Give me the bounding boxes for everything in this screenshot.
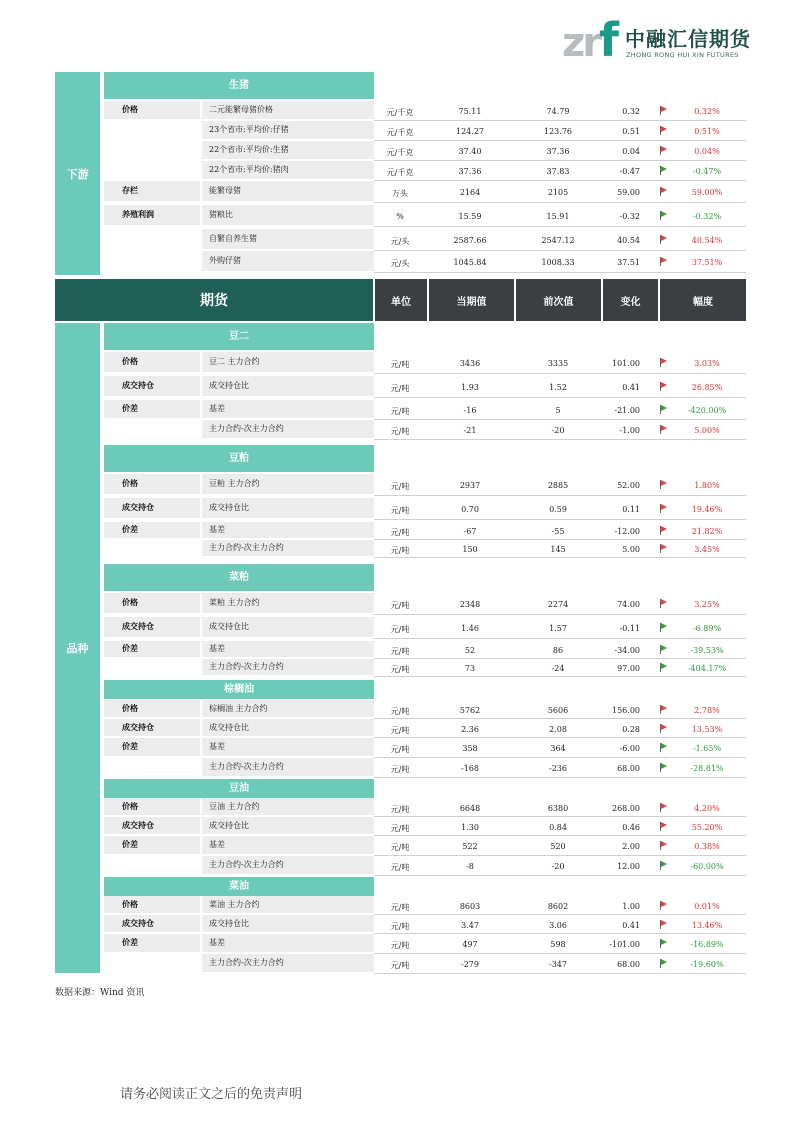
row-change: 0.51	[622, 127, 640, 136]
flag-up-icon	[660, 901, 668, 910]
row-divider	[374, 519, 746, 520]
row-change: 59.00	[617, 188, 640, 197]
row-pct-change: 0.04%	[694, 147, 720, 156]
row-change: -101.00	[609, 940, 640, 949]
flag-down-icon	[660, 939, 668, 948]
row-previous-value: 1.57	[549, 624, 567, 633]
flag-down-icon	[660, 743, 668, 752]
row-divider	[374, 140, 746, 141]
row-unit: 元/吨	[390, 647, 410, 656]
row-pct-change: 0.32%	[694, 107, 720, 116]
row-unit: %	[396, 212, 404, 221]
row-indicator-name: 外购仔猪	[202, 251, 374, 271]
row-divider	[374, 875, 746, 876]
row-change: -0.32	[619, 212, 640, 221]
section-title-pig: 生猪	[104, 72, 374, 99]
row-divider	[374, 557, 746, 558]
row-pct-change: -420.00%	[687, 406, 727, 415]
row-previous-value: 5	[555, 406, 561, 415]
flag-down-icon	[660, 405, 668, 414]
row-previous-value: 145	[550, 545, 566, 554]
flag-up-icon	[660, 187, 668, 196]
row-indicator-name: 主力合约-次主力合约	[202, 659, 374, 675]
company-logo	[562, 13, 752, 67]
row-category: 价格	[104, 474, 200, 494]
flag-down-icon	[660, 166, 668, 175]
row-pct-change: 3.25%	[694, 600, 720, 609]
row-current-value: 37.36	[458, 167, 482, 176]
table-header-futures: 期货	[55, 279, 373, 321]
row-category: 价格	[104, 700, 200, 717]
row-category: 价差	[104, 738, 200, 756]
row-category: 价差	[104, 934, 200, 952]
row-change: 0.11	[622, 505, 640, 514]
row-pct-change: 19.46%	[691, 505, 723, 514]
flag-up-icon	[660, 803, 668, 812]
row-indicator-name: 22个省市:平均价:猪肉	[202, 161, 374, 179]
row-divider	[374, 973, 746, 974]
row-previous-value: 5606	[547, 706, 569, 715]
row-current-value: 1.93	[461, 383, 479, 392]
row-indicator-name: 主力合约-次主力合约	[202, 856, 374, 874]
row-indicator-name: 能繁母猪	[202, 181, 374, 201]
row-category: 成交持仓	[104, 498, 200, 518]
row-unit: 元/吨	[390, 482, 410, 491]
row-current-value: 124.27	[456, 127, 484, 136]
row-indicator-name: 主力合约-次主力合约	[202, 954, 374, 972]
row-indicator-name: 23个省市:平均价:仔猪	[202, 121, 374, 139]
row-previous-value: 2274	[547, 600, 569, 609]
row-previous-value: -55	[551, 527, 565, 536]
row-current-value: 2348	[459, 600, 481, 609]
row-pct-change: 13.53%	[691, 725, 723, 734]
table-header-current: 当期值	[429, 279, 514, 321]
row-pct-change: -6.89%	[692, 624, 722, 633]
row-change: 0.41	[622, 383, 640, 392]
flag-up-icon	[660, 358, 668, 367]
group-title: 豆油	[104, 779, 374, 798]
row-pct-change: 4.20%	[694, 804, 720, 813]
flag-up-icon	[660, 126, 668, 135]
flag-up-icon	[660, 526, 668, 535]
row-previous-value: 0.84	[549, 823, 567, 832]
row-pct-change: -19.60%	[690, 960, 724, 969]
flag-down-icon	[660, 211, 668, 220]
row-current-value: 15.59	[458, 212, 482, 221]
row-category: 成交持仓	[104, 817, 200, 834]
row-previous-value: 123.76	[544, 127, 572, 136]
row-previous-value: -20	[551, 426, 565, 435]
disclaimer-text: 请务必阅读正文之后的免责声明	[120, 1087, 303, 1102]
row-current-value: 522	[462, 842, 478, 851]
row-indicator-name: 豆粕 主力合约	[202, 474, 374, 494]
row-divider	[374, 120, 746, 121]
row-indicator-name: 成交持仓比	[202, 498, 374, 518]
row-pct-change: -16.89%	[690, 940, 724, 949]
row-previous-value: 520	[550, 842, 566, 851]
row-divider	[374, 757, 746, 758]
row-pct-change: 0.51%	[694, 127, 720, 136]
row-divider	[374, 676, 746, 677]
row-current-value: 0.70	[461, 505, 479, 514]
row-pct-change: 1.80%	[694, 481, 720, 490]
row-change: 101.00	[612, 359, 640, 368]
flag-up-icon	[660, 822, 668, 831]
row-pct-change: -0.47%	[692, 167, 722, 176]
row-current-value: -16	[463, 406, 477, 415]
row-category: 价差	[104, 400, 200, 418]
row-indicator-name: 主力合约-次主力合约	[202, 540, 374, 556]
row-previous-value: 3.06	[549, 921, 567, 930]
row-previous-value: 2.08	[549, 725, 567, 734]
row-pct-change: -0.32%	[692, 212, 722, 221]
row-pct-change: 5.00%	[694, 426, 720, 435]
row-divider	[374, 439, 746, 440]
row-unit: 元/头	[390, 237, 410, 246]
row-indicator-name: 基差	[202, 522, 374, 538]
row-unit: 元/吨	[390, 843, 410, 852]
row-pct-change: 40.54%	[691, 236, 723, 245]
row-unit: 元/千克	[386, 108, 414, 117]
row-indicator-name: 成交持仓比	[202, 915, 374, 932]
row-unit: 元/头	[390, 259, 410, 268]
row-previous-value: 2547.12	[541, 236, 575, 245]
section-label-varieties: 品种	[55, 323, 100, 973]
row-previous-value: 3335	[547, 359, 569, 368]
row-indicator-name: 基差	[202, 400, 374, 418]
row-divider	[374, 953, 746, 954]
row-indicator-name: 基差	[202, 641, 374, 657]
row-current-value: 37.40	[458, 147, 482, 156]
row-previous-value: 74.79	[546, 107, 570, 116]
row-divider	[374, 777, 746, 778]
flag-down-icon	[660, 623, 668, 632]
row-pct-change: 26.85%	[691, 383, 723, 392]
row-unit: 元/吨	[390, 961, 410, 970]
row-change: 68.00	[617, 960, 640, 969]
row-indicator-name: 基差	[202, 738, 374, 756]
row-unit: 元/吨	[390, 863, 410, 872]
row-current-value: 5762	[459, 706, 481, 715]
row-previous-value: 15.91	[546, 212, 570, 221]
row-change: -0.11	[619, 624, 640, 633]
row-unit: 元/吨	[390, 941, 410, 950]
row-pct-change: 2.78%	[694, 706, 720, 715]
row-category: 成交持仓	[104, 617, 200, 637]
flag-up-icon	[660, 544, 668, 553]
row-category: 养殖利润	[104, 205, 200, 225]
group-title: 菜油	[104, 877, 374, 896]
row-change: -12.00	[614, 527, 640, 536]
flag-down-icon	[660, 959, 668, 968]
row-indicator-name: 成交持仓比	[202, 817, 374, 834]
row-current-value: 2937	[459, 481, 481, 490]
row-change: 5.00	[622, 545, 640, 554]
row-unit: 元/吨	[390, 360, 410, 369]
row-change: 0.28	[622, 725, 640, 734]
row-unit: 元/吨	[390, 546, 410, 555]
flag-up-icon	[660, 841, 668, 850]
row-change: 37.51	[617, 258, 640, 267]
row-change: -0.47	[619, 167, 640, 176]
row-category: 成交持仓	[104, 376, 200, 396]
row-divider	[374, 835, 746, 836]
row-divider	[374, 933, 746, 934]
flag-down-icon	[660, 861, 668, 870]
row-previous-value: 37.83	[546, 167, 570, 176]
row-previous-value: 8602	[547, 902, 569, 911]
row-pct-change: 3.45%	[694, 545, 720, 554]
row-indicator-name: 基差	[202, 934, 374, 952]
flag-up-icon	[660, 146, 668, 155]
row-indicator-name: 棕榈油 主力合约	[202, 700, 374, 717]
row-change: 268.00	[612, 804, 640, 813]
row-category: 成交持仓	[104, 719, 200, 736]
row-change: 1.00	[622, 902, 640, 911]
row-pct-change: 55.20%	[691, 823, 723, 832]
logo-chinese-name: 中融汇信期货	[625, 27, 751, 51]
group-title: 豆粕	[104, 445, 374, 472]
row-divider	[374, 539, 746, 540]
row-pct-change: 21.82%	[691, 527, 723, 536]
row-current-value: -279	[461, 960, 479, 969]
row-indicator-name: 基差	[202, 836, 374, 854]
row-divider	[374, 658, 746, 659]
row-category: 价格	[104, 101, 200, 119]
row-previous-value: -24	[551, 664, 565, 673]
row-divider	[374, 855, 746, 856]
row-current-value: 73	[464, 664, 476, 673]
row-unit: 元/吨	[390, 528, 410, 537]
row-unit: 元/吨	[390, 903, 410, 912]
row-divider	[374, 816, 746, 817]
row-pct-change: -28.81%	[690, 764, 724, 773]
row-category: 存栏	[104, 181, 200, 201]
row-category: 价格	[104, 896, 200, 913]
row-current-value: 2.36	[461, 725, 479, 734]
row-change: 0.32	[622, 107, 640, 116]
flag-up-icon	[660, 920, 668, 929]
row-divider	[374, 914, 746, 915]
row-unit: 万头	[392, 189, 408, 198]
row-pct-change: -39.53%	[690, 646, 724, 655]
row-pct-change: -404.17%	[687, 664, 727, 673]
row-divider	[374, 638, 746, 639]
flag-up-icon	[660, 425, 668, 434]
row-indicator-name: 主力合约-次主力合约	[202, 758, 374, 776]
logo-english-name: ZHONG RONG HUI XIN FUTURES	[626, 51, 739, 59]
row-change: -34.00	[614, 646, 640, 655]
row-divider	[374, 614, 746, 615]
row-divider	[374, 180, 746, 181]
row-unit: 元/吨	[390, 726, 410, 735]
flag-up-icon	[660, 257, 668, 266]
row-change: 0.41	[622, 921, 640, 930]
table-header-change: 变化	[603, 279, 658, 321]
row-change: 97.00	[617, 664, 640, 673]
row-divider	[374, 397, 746, 398]
row-unit: 元/吨	[390, 625, 410, 634]
row-previous-value: 2105	[547, 188, 569, 197]
row-change: 2.00	[622, 842, 640, 851]
table-header-unit: 单位	[375, 279, 427, 321]
row-indicator-name: 豆二 主力合约	[202, 352, 374, 372]
row-previous-value: 2885	[547, 481, 569, 490]
row-current-value: 52	[464, 646, 476, 655]
row-current-value: -21	[463, 426, 477, 435]
row-unit: 元/千克	[386, 148, 414, 157]
flag-up-icon	[660, 235, 668, 244]
row-current-value: -8	[466, 862, 474, 871]
row-current-value: 2164	[459, 188, 481, 197]
row-divider	[374, 202, 746, 203]
row-divider	[374, 226, 746, 227]
row-previous-value: 6380	[547, 804, 569, 813]
row-indicator-name: 主力合约-次主力合约	[202, 420, 374, 438]
row-indicator-name: 二元能繁母猪价格	[202, 101, 374, 119]
row-pct-change: 3.03%	[694, 359, 720, 368]
row-current-value: 3436	[459, 359, 481, 368]
row-current-value: 1045.84	[453, 258, 487, 267]
row-change: 68.00	[617, 764, 640, 773]
row-category: 成交持仓	[104, 915, 200, 932]
flag-up-icon	[660, 599, 668, 608]
row-current-value: 497	[462, 940, 478, 949]
row-pct-change: 0.38%	[694, 842, 720, 851]
row-current-value: 3.47	[461, 921, 479, 930]
row-change: 12.00	[617, 862, 640, 871]
row-change: 156.00	[612, 706, 640, 715]
row-unit: 元/吨	[390, 665, 410, 674]
group-title: 豆二	[104, 323, 374, 350]
row-indicator-name: 成交持仓比	[202, 719, 374, 736]
flag-up-icon	[660, 504, 668, 513]
row-divider	[374, 373, 746, 374]
row-indicator-name: 菜粕 主力合约	[202, 593, 374, 613]
flag-down-icon	[660, 645, 668, 654]
row-previous-value: -20	[551, 862, 565, 871]
row-unit: 元/千克	[386, 168, 414, 177]
row-category: 价差	[104, 836, 200, 854]
flag-up-icon	[660, 480, 668, 489]
row-current-value: -67	[463, 527, 477, 536]
row-pct-change: -60.00%	[690, 862, 724, 871]
row-indicator-name: 菜油 主力合约	[202, 896, 374, 913]
row-pct-change: -1.65%	[692, 744, 722, 753]
row-unit: 元/吨	[390, 506, 410, 515]
row-change: -1.00	[619, 426, 640, 435]
row-previous-value: -236	[549, 764, 567, 773]
section-label-downstream: 下游	[55, 72, 100, 275]
row-unit: 元/吨	[390, 745, 410, 754]
row-previous-value: 1.52	[549, 383, 567, 392]
group-title: 棕榈油	[104, 680, 374, 699]
row-category: 价差	[104, 522, 200, 538]
row-previous-value: 37.36	[546, 147, 570, 156]
row-change: 40.54	[617, 236, 640, 245]
row-previous-value: 364	[550, 744, 566, 753]
row-unit: 元/吨	[390, 601, 410, 610]
row-unit: 元/吨	[390, 427, 410, 436]
row-indicator-name: 22个省市:平均价:生猪	[202, 141, 374, 159]
row-previous-value: -347	[549, 960, 567, 969]
row-category: 价格	[104, 593, 200, 613]
table-header-pct: 幅度	[660, 279, 746, 321]
row-indicator-name: 自繁自养生猪	[202, 229, 374, 249]
flag-down-icon	[660, 763, 668, 772]
row-current-value: 1.30	[461, 823, 479, 832]
row-category: 价格	[104, 798, 200, 815]
row-previous-value: 86	[552, 646, 564, 655]
row-current-value: 8603	[459, 902, 481, 911]
row-unit: 元/吨	[390, 824, 410, 833]
row-indicator-name: 成交持仓比	[202, 617, 374, 637]
data-source-note: 数据来源：Wind 资讯	[55, 988, 145, 998]
row-current-value: 358	[462, 744, 478, 753]
row-current-value: -168	[461, 764, 479, 773]
row-unit: 元/吨	[390, 805, 410, 814]
row-unit: 元/吨	[390, 922, 410, 931]
row-unit: 元/吨	[390, 407, 410, 416]
flag-up-icon	[660, 382, 668, 391]
row-category: 价格	[104, 352, 200, 372]
table-header-previous: 前次值	[516, 279, 601, 321]
row-unit: 元/吨	[390, 707, 410, 716]
row-pct-change: 0.01%	[694, 902, 720, 911]
row-divider	[374, 718, 746, 719]
row-unit: 元/千克	[386, 128, 414, 137]
row-change: -21.00	[614, 406, 640, 415]
row-current-value: 6648	[459, 804, 481, 813]
row-change: 52.00	[617, 481, 640, 490]
row-divider	[374, 250, 746, 251]
row-change: 74.00	[617, 600, 640, 609]
flag-up-icon	[660, 705, 668, 714]
row-indicator-name: 成交持仓比	[202, 376, 374, 396]
row-pct-change: 37.51%	[691, 258, 723, 267]
row-previous-value: 1008.33	[541, 258, 575, 267]
row-pct-change: 59.00%	[691, 188, 723, 197]
row-divider	[374, 495, 746, 496]
row-current-value: 2587.66	[453, 236, 487, 245]
row-current-value: 150	[462, 545, 478, 554]
flag-up-icon	[660, 106, 668, 115]
row-change: 0.04	[622, 147, 640, 156]
row-divider	[374, 272, 746, 273]
row-previous-value: 0.59	[549, 505, 567, 514]
row-change: 0.46	[622, 823, 640, 832]
row-previous-value: 598	[550, 940, 566, 949]
row-current-value: 1.46	[461, 624, 479, 633]
row-current-value: 75.11	[458, 107, 482, 116]
row-change: -6.00	[619, 744, 640, 753]
row-unit: 元/吨	[390, 765, 410, 774]
row-divider	[374, 737, 746, 738]
row-divider	[374, 160, 746, 161]
group-title: 菜粕	[104, 564, 374, 591]
row-divider	[374, 419, 746, 420]
row-indicator-name: 猪粮比	[202, 205, 374, 225]
logo-mark: zrf	[562, 13, 617, 67]
row-category: 价差	[104, 641, 200, 657]
row-indicator-name: 豆油 主力合约	[202, 798, 374, 815]
flag-up-icon	[660, 724, 668, 733]
row-pct-change: 13.46%	[691, 921, 723, 930]
row-unit: 元/吨	[390, 384, 410, 393]
flag-down-icon	[660, 663, 668, 672]
